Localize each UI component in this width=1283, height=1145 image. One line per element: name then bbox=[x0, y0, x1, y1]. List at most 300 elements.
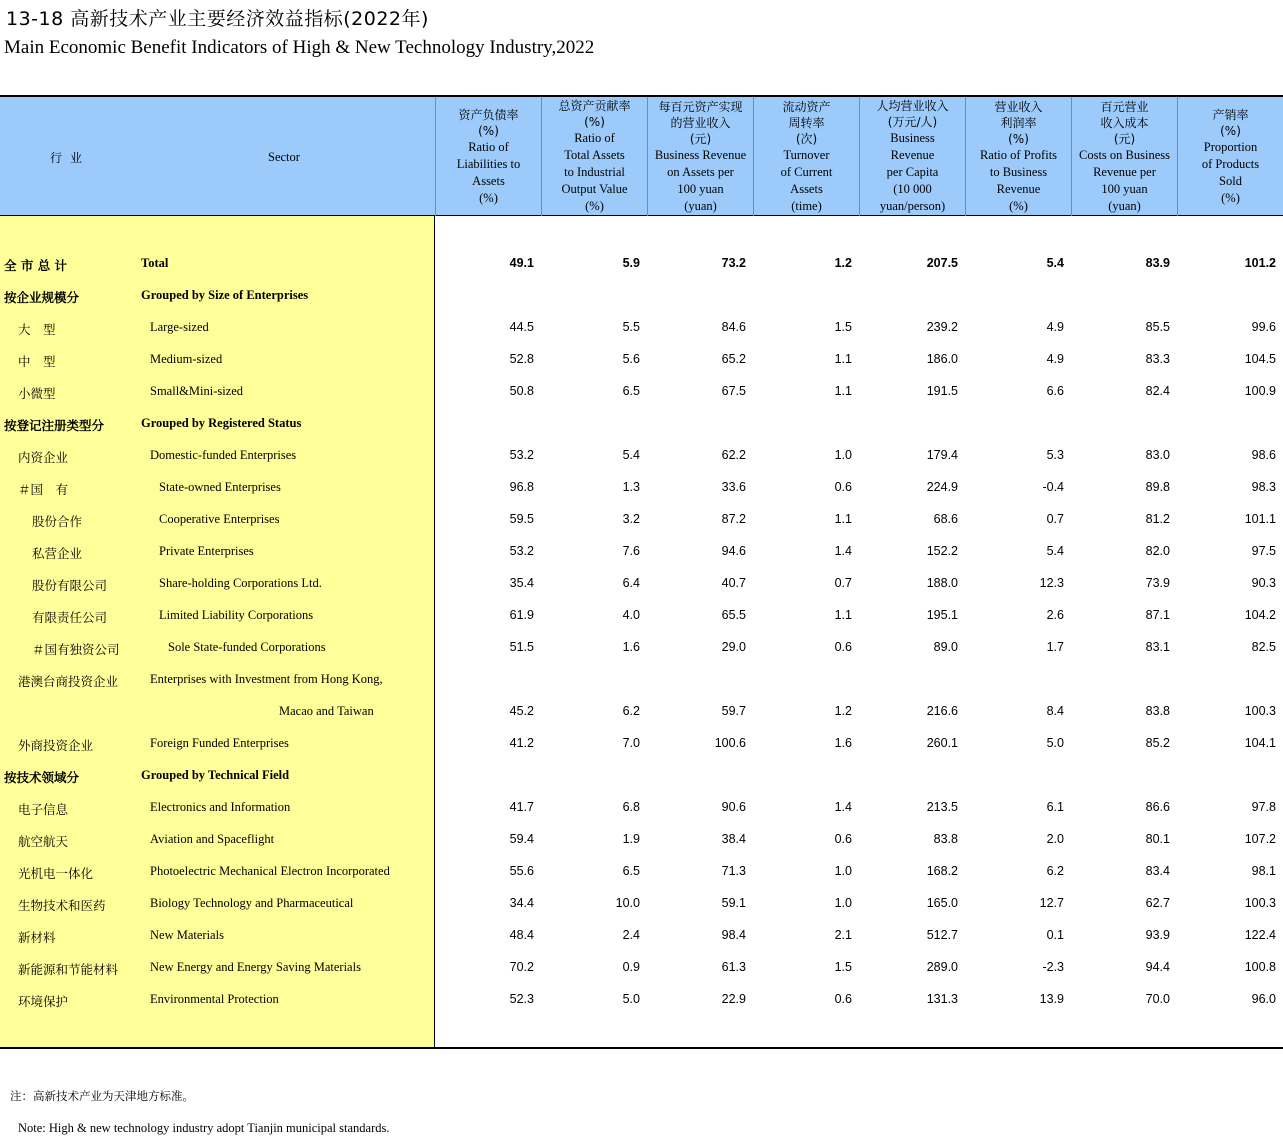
row-label-english: Environmental Protection bbox=[150, 992, 279, 1006]
value-cell: 73.9 bbox=[1145, 576, 1170, 590]
row-label-english: Cooperative Enterprises bbox=[159, 512, 280, 526]
value-cell: 89.8 bbox=[1145, 480, 1170, 494]
value-cell: 1.1 bbox=[834, 512, 852, 526]
row-label-english: Biology Technology and Pharmaceutical bbox=[150, 896, 354, 910]
value-cell: 5.3 bbox=[1046, 448, 1064, 462]
row-label-chinese: 港澳台商投资企业 bbox=[18, 674, 119, 689]
table-row bbox=[0, 600, 1283, 632]
table-row bbox=[0, 856, 1283, 888]
table-row bbox=[0, 568, 1283, 600]
value-cell: 289.0 bbox=[926, 960, 958, 974]
row-label-chinese: 按登记注册类型分 bbox=[4, 418, 105, 433]
row-label-chinese: 光机电一体化 bbox=[18, 866, 94, 881]
header-column-2 bbox=[541, 97, 647, 216]
header-column-6 bbox=[965, 97, 1071, 216]
row-label-english: Grouped by Registered Status bbox=[141, 416, 302, 430]
table-row bbox=[0, 952, 1283, 984]
header-en-line: to Industrial bbox=[564, 165, 625, 179]
value-cell: 5.6 bbox=[622, 352, 640, 366]
value-cell: 0.9 bbox=[622, 960, 640, 974]
header-en-line: Business bbox=[890, 131, 935, 145]
header-en-line: on Assets per bbox=[667, 164, 734, 179]
value-cell: 98.6 bbox=[1251, 448, 1276, 462]
header-en-line: Output Value bbox=[561, 182, 628, 196]
value-cell: 1.4 bbox=[834, 544, 852, 558]
row-label-chinese: 私营企业 bbox=[32, 546, 83, 561]
value-cell: 7.6 bbox=[622, 544, 640, 558]
value-cell: 41.7 bbox=[509, 800, 534, 814]
value-cell: 97.8 bbox=[1251, 800, 1276, 814]
value-cell: 5.0 bbox=[1046, 736, 1064, 750]
value-cell: 195.1 bbox=[926, 608, 958, 622]
header-en-line: Revenue per bbox=[1093, 164, 1156, 179]
table-header bbox=[0, 95, 1283, 216]
value-cell: 186.0 bbox=[926, 352, 958, 366]
value-cell: 179.4 bbox=[926, 448, 958, 462]
header-en-line: to Business bbox=[989, 164, 1048, 179]
value-cell: 10.0 bbox=[615, 896, 640, 910]
value-cell: 207.5 bbox=[926, 256, 958, 270]
value-cell: 1.0 bbox=[834, 448, 852, 462]
value-cell: 1.6 bbox=[622, 640, 640, 654]
row-label-english: Enterprises with Investment from Hong Kong, bbox=[150, 672, 383, 686]
value-cell: 83.8 bbox=[933, 832, 958, 846]
value-cell: 38.4 bbox=[721, 832, 746, 846]
page-title-chinese: 13-18 高新技术产业主要经济效益指标(2022年) bbox=[6, 8, 429, 30]
value-cell: 12.3 bbox=[1039, 576, 1064, 590]
header-cn-line: 产销率 bbox=[1212, 107, 1249, 122]
value-cell: 68.6 bbox=[933, 512, 958, 526]
header-cn-line: 流动资产 bbox=[782, 99, 831, 114]
header-cn-line: 总资产贡献率 bbox=[558, 99, 631, 113]
table-row bbox=[0, 472, 1283, 504]
value-cell: 6.4 bbox=[622, 576, 640, 590]
value-cell: 82.0 bbox=[1145, 544, 1170, 558]
header-cn-line: (%) bbox=[1220, 123, 1241, 138]
value-cell: 70.2 bbox=[509, 960, 534, 974]
header-en-line: Business Revenue bbox=[654, 147, 747, 162]
value-cell: 5.4 bbox=[1046, 256, 1064, 270]
value-cell: 122.4 bbox=[1244, 928, 1276, 942]
header-cn-line: (次) bbox=[795, 131, 818, 146]
row-label-chinese: 按技术领域分 bbox=[4, 770, 80, 785]
value-cell: 5.4 bbox=[1046, 544, 1064, 558]
header-en-line: Turnover bbox=[783, 147, 830, 162]
value-cell: 67.5 bbox=[721, 384, 746, 398]
value-cell: 188.0 bbox=[926, 576, 958, 590]
value-cell: 168.2 bbox=[926, 864, 958, 878]
header-en-line: Total Assets bbox=[564, 148, 625, 162]
value-cell: 1.2 bbox=[834, 704, 852, 718]
row-label-chinese: 股份合作 bbox=[32, 514, 83, 529]
header-en-line: Ratio of bbox=[574, 131, 615, 145]
value-cell: 152.2 bbox=[926, 544, 958, 558]
value-cell: 29.0 bbox=[721, 640, 746, 654]
value-cell: 52.3 bbox=[509, 992, 534, 1006]
header-en-line: (%) bbox=[1009, 198, 1028, 213]
value-cell: 2.1 bbox=[834, 928, 852, 942]
row-label-english: Large-sized bbox=[150, 320, 209, 334]
row-label-english: Private Enterprises bbox=[159, 544, 254, 558]
value-cell: 0.7 bbox=[1046, 512, 1064, 526]
header-cn-line: (万元/人) bbox=[887, 115, 938, 129]
header-cn-line: (%) bbox=[584, 115, 605, 129]
header-column-7 bbox=[1071, 97, 1177, 216]
value-cell: 84.6 bbox=[721, 320, 746, 334]
value-cell: 35.4 bbox=[509, 576, 534, 590]
header-cn-line: 人均营业收入 bbox=[876, 99, 949, 113]
row-label-chinese: 按企业规模分 bbox=[4, 290, 80, 305]
value-cell: 107.2 bbox=[1244, 832, 1276, 846]
indicator-table bbox=[0, 95, 1283, 1049]
value-cell: 6.2 bbox=[622, 704, 640, 718]
value-cell: 224.9 bbox=[926, 480, 958, 494]
value-cell: 0.6 bbox=[834, 832, 852, 846]
value-cell: 191.5 bbox=[926, 384, 958, 398]
value-cell: 61.9 bbox=[509, 608, 534, 622]
value-cell: 4.9 bbox=[1046, 320, 1064, 334]
header-cn-line: 百元营业 bbox=[1100, 99, 1149, 114]
value-cell: 87.2 bbox=[721, 512, 746, 526]
value-cell: 0.1 bbox=[1046, 928, 1064, 942]
value-cell: 41.2 bbox=[509, 736, 534, 750]
value-cell: 213.5 bbox=[926, 800, 958, 814]
value-cell: 6.6 bbox=[1046, 384, 1064, 398]
header-cn-line: 资产负债率 bbox=[458, 107, 519, 122]
value-cell: 1.3 bbox=[622, 480, 640, 494]
value-cell: 59.7 bbox=[721, 704, 746, 718]
row-label-chinese: 全 市 总 计 bbox=[4, 258, 68, 273]
row-label-chinese: 中 型 bbox=[18, 354, 56, 369]
header-column-3 bbox=[647, 97, 753, 216]
value-cell: 4.9 bbox=[1046, 352, 1064, 366]
value-cell: 22.9 bbox=[721, 992, 746, 1006]
row-label-chinese: 新能源和节能材料 bbox=[18, 962, 119, 977]
value-cell: 49.1 bbox=[509, 256, 534, 270]
row-label-english: Sole State-funded Corporations bbox=[168, 640, 326, 654]
header-en-line: of Current bbox=[780, 164, 833, 179]
value-cell: 82.4 bbox=[1145, 384, 1170, 398]
table-bottom-rule bbox=[0, 1047, 1283, 1049]
value-cell: 98.1 bbox=[1251, 864, 1276, 878]
header-en-line: (yuan) bbox=[684, 198, 717, 213]
value-cell: 0.6 bbox=[834, 480, 852, 494]
header-en-line: 100 yuan bbox=[1101, 181, 1148, 196]
value-cell: 100.6 bbox=[714, 736, 746, 750]
value-cell: 1.5 bbox=[834, 960, 852, 974]
value-cell: 50.8 bbox=[509, 384, 534, 398]
value-cell: 65.5 bbox=[721, 608, 746, 622]
row-label-chinese: 大 型 bbox=[18, 322, 56, 337]
header-en-line: Assets bbox=[472, 173, 505, 188]
table-row bbox=[0, 440, 1283, 472]
value-cell: 59.5 bbox=[509, 512, 534, 526]
value-cell: 260.1 bbox=[926, 736, 958, 750]
header-en-line: (yuan) bbox=[1108, 198, 1141, 213]
row-label-english: Limited Liability Corporations bbox=[159, 608, 314, 622]
table-row bbox=[0, 312, 1283, 344]
value-cell: 83.0 bbox=[1145, 448, 1170, 462]
value-cell: 83.4 bbox=[1145, 864, 1170, 878]
value-cell: 2.4 bbox=[622, 928, 640, 942]
header-en-line: per Capita bbox=[886, 165, 939, 179]
header-en-line: 100 yuan bbox=[677, 181, 724, 196]
value-cell: 104.2 bbox=[1244, 608, 1276, 622]
value-cell: 96.8 bbox=[509, 480, 534, 494]
row-label-english: Aviation and Spaceflight bbox=[150, 832, 275, 846]
value-cell: 80.1 bbox=[1145, 832, 1170, 846]
header-en-line: Ratio of Profits bbox=[979, 147, 1058, 162]
value-cell: 1.5 bbox=[834, 320, 852, 334]
header-cn-line: (元) bbox=[689, 131, 712, 146]
value-cell: 94.6 bbox=[721, 544, 746, 558]
value-cell: 8.4 bbox=[1046, 704, 1064, 718]
value-cell: 73.2 bbox=[721, 256, 746, 270]
value-cell: 98.3 bbox=[1251, 480, 1276, 494]
value-cell: 97.5 bbox=[1251, 544, 1276, 558]
row-label-chinese: 新材料 bbox=[18, 930, 56, 945]
value-cell: 239.2 bbox=[926, 320, 958, 334]
table-row bbox=[0, 536, 1283, 568]
table-row bbox=[0, 632, 1283, 664]
row-label-chinese: 内资企业 bbox=[18, 450, 69, 465]
value-cell: 51.5 bbox=[509, 640, 534, 654]
value-cell: 104.5 bbox=[1244, 352, 1276, 366]
row-label-english: Share-holding Corporations Ltd. bbox=[159, 576, 322, 590]
header-sector-chinese: 行业 bbox=[50, 151, 91, 165]
value-cell: 2.6 bbox=[1046, 608, 1064, 622]
header-cn-line: 的营业收入 bbox=[670, 115, 731, 130]
header-column-4 bbox=[753, 97, 859, 216]
row-label-english: Grouped by Technical Field bbox=[141, 768, 290, 782]
value-cell: 0.6 bbox=[834, 992, 852, 1006]
value-cell: 1.1 bbox=[834, 384, 852, 398]
header-en-line: (10 000 bbox=[893, 182, 932, 196]
header-en-line: Revenue bbox=[890, 148, 935, 162]
value-cell: 53.2 bbox=[509, 544, 534, 558]
row-label-english: Macao and Taiwan bbox=[279, 704, 374, 718]
table-row bbox=[0, 760, 1283, 792]
value-cell: 90.3 bbox=[1251, 576, 1276, 590]
value-cell: 6.5 bbox=[622, 384, 640, 398]
value-cell: 6.2 bbox=[1046, 864, 1064, 878]
table-row bbox=[0, 504, 1283, 536]
header-cn-line: (%) bbox=[478, 123, 499, 138]
header-en-line: Proportion bbox=[1203, 139, 1258, 154]
value-cell: 6.5 bbox=[622, 864, 640, 878]
table-row bbox=[0, 920, 1283, 952]
value-cell: 34.4 bbox=[509, 896, 534, 910]
row-label-english: Medium-sized bbox=[150, 352, 223, 366]
row-label-chinese: 电子信息 bbox=[18, 802, 69, 817]
value-cell: 7.0 bbox=[622, 736, 640, 750]
header-en-line: (%) bbox=[1221, 190, 1240, 205]
header-en-line: (%) bbox=[585, 199, 604, 213]
value-cell: 87.1 bbox=[1145, 608, 1170, 622]
value-cell: 101.2 bbox=[1244, 256, 1276, 270]
value-cell: 165.0 bbox=[926, 896, 958, 910]
header-cn-line: 营业收入 bbox=[994, 99, 1043, 114]
value-cell: 59.4 bbox=[509, 832, 534, 846]
table-row bbox=[0, 408, 1283, 440]
value-cell: 12.7 bbox=[1039, 896, 1064, 910]
header-cn-line: 每百元资产实现 bbox=[658, 99, 743, 114]
value-cell: 5.5 bbox=[622, 320, 640, 334]
value-cell: 5.9 bbox=[622, 256, 640, 270]
value-cell: 62.2 bbox=[721, 448, 746, 462]
header-cn-line: (%) bbox=[1008, 131, 1029, 146]
value-cell: 13.9 bbox=[1039, 992, 1064, 1006]
value-cell: 70.0 bbox=[1145, 992, 1170, 1006]
header-column-1 bbox=[435, 97, 541, 216]
header-column-5 bbox=[859, 97, 965, 216]
value-cell: 85.2 bbox=[1145, 736, 1170, 750]
value-cell: 216.6 bbox=[926, 704, 958, 718]
row-label-english: New Energy and Energy Saving Materials bbox=[150, 960, 361, 974]
value-cell: 59.1 bbox=[721, 896, 746, 910]
value-cell: 83.3 bbox=[1145, 352, 1170, 366]
row-label-english: Total bbox=[141, 256, 169, 270]
value-cell: 1.1 bbox=[834, 608, 852, 622]
value-cell: 98.4 bbox=[721, 928, 746, 942]
value-cell: 2.0 bbox=[1046, 832, 1064, 846]
header-cn-line: 利润率 bbox=[1000, 115, 1037, 130]
table-row bbox=[0, 888, 1283, 920]
row-label-english: Grouped by Size of Enterprises bbox=[141, 288, 309, 302]
table-row bbox=[0, 728, 1283, 760]
row-label-chinese: 股份有限公司 bbox=[32, 578, 108, 593]
row-label-chinese: ＃国 有 bbox=[18, 482, 69, 497]
header-en-line: Sold bbox=[1219, 173, 1242, 188]
page-title-english: Main Economic Benefit Indicators of High & New Technology Industry,2022 bbox=[4, 37, 595, 58]
row-label-english: Electronics and Information bbox=[150, 800, 291, 814]
value-cell: -0.4 bbox=[1042, 480, 1064, 494]
row-label-chinese: 航空航天 bbox=[18, 834, 69, 849]
header-en-line: Assets bbox=[790, 181, 823, 196]
header-en-line: Ratio of bbox=[468, 139, 509, 154]
table-row bbox=[0, 664, 1283, 696]
header-en-line: (time) bbox=[791, 198, 822, 213]
value-cell: 93.9 bbox=[1145, 928, 1170, 942]
value-cell: 53.2 bbox=[509, 448, 534, 462]
value-cell: 96.0 bbox=[1251, 992, 1276, 1006]
table-row bbox=[0, 344, 1283, 376]
header-column-8 bbox=[1177, 97, 1283, 216]
value-cell: 86.6 bbox=[1145, 800, 1170, 814]
value-cell: 1.4 bbox=[834, 800, 852, 814]
value-cell: 33.6 bbox=[721, 480, 746, 494]
value-cell: 1.0 bbox=[834, 864, 852, 878]
table-row bbox=[0, 248, 1283, 280]
value-cell: 85.5 bbox=[1145, 320, 1170, 334]
value-cell: 82.5 bbox=[1251, 640, 1276, 654]
value-cell: 89.0 bbox=[933, 640, 958, 654]
header-sector-english: Sector bbox=[268, 150, 300, 164]
value-cell: 512.7 bbox=[926, 928, 958, 942]
value-cell: 40.7 bbox=[721, 576, 746, 590]
value-cell: 101.1 bbox=[1244, 512, 1276, 526]
value-cell: 83.9 bbox=[1145, 256, 1170, 270]
value-cell: 1.1 bbox=[834, 352, 852, 366]
value-cell: 1.6 bbox=[834, 736, 852, 750]
value-cell: 3.2 bbox=[622, 512, 640, 526]
header-cn-line: 周转率 bbox=[788, 115, 825, 130]
value-cell: 52.8 bbox=[509, 352, 534, 366]
value-cell: 90.6 bbox=[721, 800, 746, 814]
header-en-line: (%) bbox=[479, 190, 498, 205]
table-row bbox=[0, 280, 1283, 312]
value-cell: 6.1 bbox=[1046, 800, 1064, 814]
value-cell: 83.8 bbox=[1145, 704, 1170, 718]
header-cn-line: (元) bbox=[1113, 131, 1136, 146]
value-cell: -2.3 bbox=[1042, 960, 1064, 974]
note-chinese: 注：高新技术产业为天津地方标准。 bbox=[10, 1089, 194, 1103]
header-cn-line: 收入成本 bbox=[1100, 115, 1149, 130]
row-label-chinese: 外商投资企业 bbox=[18, 738, 94, 753]
value-cell: 100.3 bbox=[1244, 896, 1276, 910]
row-label-chinese: 小微型 bbox=[18, 386, 56, 401]
value-cell: 81.2 bbox=[1145, 512, 1170, 526]
value-cell: 45.2 bbox=[509, 704, 534, 718]
value-cell: 61.3 bbox=[721, 960, 746, 974]
table-row bbox=[0, 792, 1283, 824]
row-label-chinese: 有限责任公司 bbox=[32, 610, 108, 625]
value-cell: 100.8 bbox=[1244, 960, 1276, 974]
value-cell: 83.1 bbox=[1145, 640, 1170, 654]
value-cell: 62.7 bbox=[1145, 896, 1170, 910]
value-cell: 1.2 bbox=[834, 256, 852, 270]
value-cell: 5.0 bbox=[622, 992, 640, 1006]
header-en-line: Costs on Business bbox=[1079, 147, 1170, 162]
value-cell: 4.0 bbox=[622, 608, 640, 622]
value-cell: 94.4 bbox=[1145, 960, 1170, 974]
value-cell: 0.7 bbox=[834, 576, 852, 590]
row-label-chinese: 生物技术和医药 bbox=[18, 898, 106, 913]
value-cell: 100.3 bbox=[1244, 704, 1276, 718]
value-cell: 55.6 bbox=[509, 864, 534, 878]
value-cell: 48.4 bbox=[509, 928, 534, 942]
value-cell: 65.2 bbox=[721, 352, 746, 366]
header-en-line: yuan/person) bbox=[879, 199, 946, 213]
row-label-chinese: ＃国有独资公司 bbox=[32, 642, 120, 657]
value-cell: 5.4 bbox=[622, 448, 640, 462]
row-label-english: Small&Mini-sized bbox=[150, 384, 244, 398]
table-row bbox=[0, 376, 1283, 408]
value-cell: 1.7 bbox=[1046, 640, 1064, 654]
value-cell: 44.5 bbox=[509, 320, 534, 334]
table-row bbox=[0, 696, 1283, 728]
value-cell: 71.3 bbox=[721, 864, 746, 878]
table-row bbox=[0, 824, 1283, 856]
value-cell: 0.6 bbox=[834, 640, 852, 654]
row-label-english: Domestic-funded Enterprises bbox=[150, 448, 297, 462]
row-label-chinese: 环境保护 bbox=[18, 994, 69, 1009]
value-cell: 6.8 bbox=[622, 800, 640, 814]
value-cell: 104.1 bbox=[1244, 736, 1276, 750]
header-en-line: Liabilities to bbox=[456, 156, 521, 171]
header-en-line: of Products bbox=[1201, 156, 1260, 171]
row-label-english: State-owned Enterprises bbox=[159, 480, 281, 494]
value-cell: 131.3 bbox=[926, 992, 958, 1006]
row-label-english: New Materials bbox=[150, 928, 224, 942]
note-english: Note: High & new technology industry adopt Tianjin municipal standards. bbox=[18, 1121, 390, 1135]
value-cell: 100.9 bbox=[1244, 384, 1276, 398]
row-label-english: Foreign Funded Enterprises bbox=[150, 736, 289, 750]
table-row bbox=[0, 984, 1283, 1016]
value-cell: 1.9 bbox=[622, 832, 640, 846]
row-label-english: Photoelectric Mechanical Electron Incorporated bbox=[150, 864, 390, 878]
value-cell: 99.6 bbox=[1251, 320, 1276, 334]
